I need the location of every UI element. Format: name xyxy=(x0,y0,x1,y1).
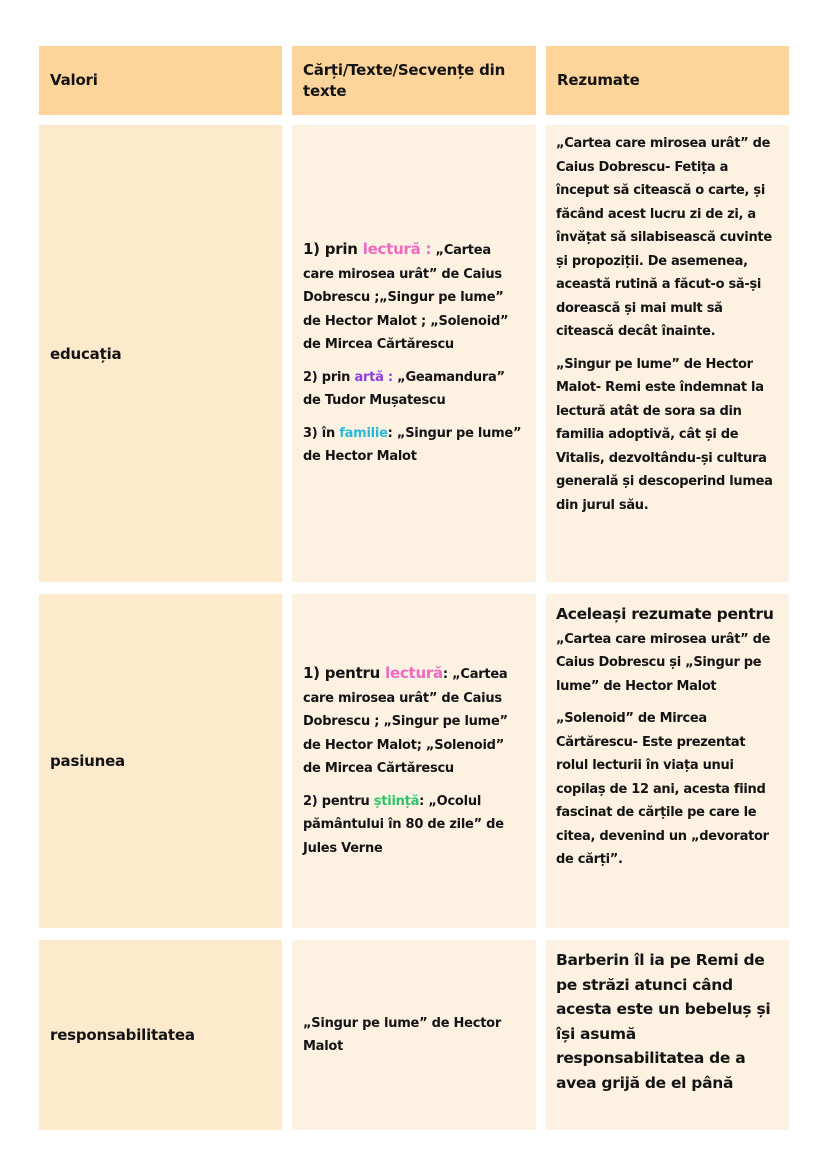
texts-cell-educatia xyxy=(292,125,536,582)
value-label: responsabilitatea xyxy=(50,1026,195,1044)
texts-list xyxy=(303,1012,525,1059)
value-cell-educatia xyxy=(39,125,282,582)
summary-list xyxy=(556,602,779,872)
texts-cell-responsabilitatea xyxy=(292,940,536,1130)
summary-paragraph: „Singur pe lume” de Hector Malot- Remi este îndemnat la lectură atât de sora sa din familia adoptivă, cât și de Vitalis, dezvoltându-și cultura generală și descoperind lumea din jurul său. xyxy=(556,356,773,513)
header-label: Valori xyxy=(50,71,98,89)
summary-cell-responsabilitatea xyxy=(546,940,789,1130)
value-label: educația xyxy=(50,344,122,363)
header-valori xyxy=(39,46,282,115)
summary-paragraph: Barberin îl ia pe Remi de pe străzi atunci când acesta este un bebeluș și își asumă responsabilitatea de a avea grijă de el până xyxy=(556,951,771,1092)
text-item: 1) pentru lectură: „Cartea care mirosea urât” de Caius Dobrescu ; „Singur pe lume” de Hector Malot; „Solenoid” de Mircea Cărtărescu xyxy=(303,664,508,776)
summary-paragraph: „Solenoid” de Mircea Cărtărescu- Este prezentat rolul lecturii în viața unui copilaș de 12 ani, acesta fiind fascinat de cărțile pe care le citea, devenind un „devorator de cărți”. xyxy=(556,711,769,867)
summary-cell-educatia xyxy=(546,125,789,582)
keyword-arta: artă : xyxy=(354,369,393,385)
texts-list xyxy=(303,662,525,860)
value-cell-pasiunea xyxy=(39,594,282,928)
header-texte xyxy=(292,46,536,115)
keyword-lectura: lectură : xyxy=(362,240,432,259)
text-item: 3) în familie: „Singur pe lume” de Hector Malot xyxy=(303,425,522,465)
value-label: pasiunea xyxy=(50,752,125,770)
summary-lead: Aceleași rezumate pentru xyxy=(556,605,774,623)
text-item: 2) prin artă : „Geamandura” de Tudor Mușatescu xyxy=(303,369,505,409)
keyword-familie: familie xyxy=(339,425,388,441)
summary-cell-pasiunea xyxy=(546,594,789,928)
value-cell-responsabilitatea xyxy=(39,940,282,1130)
header-label: Rezumate xyxy=(557,71,640,89)
summary-list xyxy=(556,948,779,1095)
texts-cell-pasiunea xyxy=(292,594,536,928)
texts-list xyxy=(303,238,525,469)
summary-paragraph: Aceleași rezumate pentru „Cartea care mirosea urât” de Caius Dobrescu și „Singur pe lume” de Hector Malot xyxy=(556,605,774,694)
header-label: Cărți/Texte/Secvențe din texte xyxy=(303,60,506,100)
keyword-stiinta: știință xyxy=(373,793,420,809)
header-rezumate xyxy=(546,46,789,115)
summary-paragraph: „Cartea care mirosea urât” de Caius Dobrescu- Fetița a început să citească o carte, și făcând acest lucru zi de zi, a învățat să silabisească cuvinte și propoziții. De asemenea, această rutină a făcut-o să-și dorească și mai mult să citească decât înainte. xyxy=(556,136,772,339)
summary-list xyxy=(556,132,779,517)
keyword-lectura: lectură xyxy=(385,664,443,682)
text-item: „Singur pe lume” de Hector Malot xyxy=(303,1015,502,1054)
text-item: 1) prin lectură : „Cartea care mirosea urât” de Caius Dobrescu ;„Singur pe lume” de Hector Malot ; „Solenoid” de Mircea Cărtărescu xyxy=(303,240,509,353)
text-item: 2) pentru știință: „Ocolul pământului în 80 de zile” de Jules Verne xyxy=(303,793,504,856)
